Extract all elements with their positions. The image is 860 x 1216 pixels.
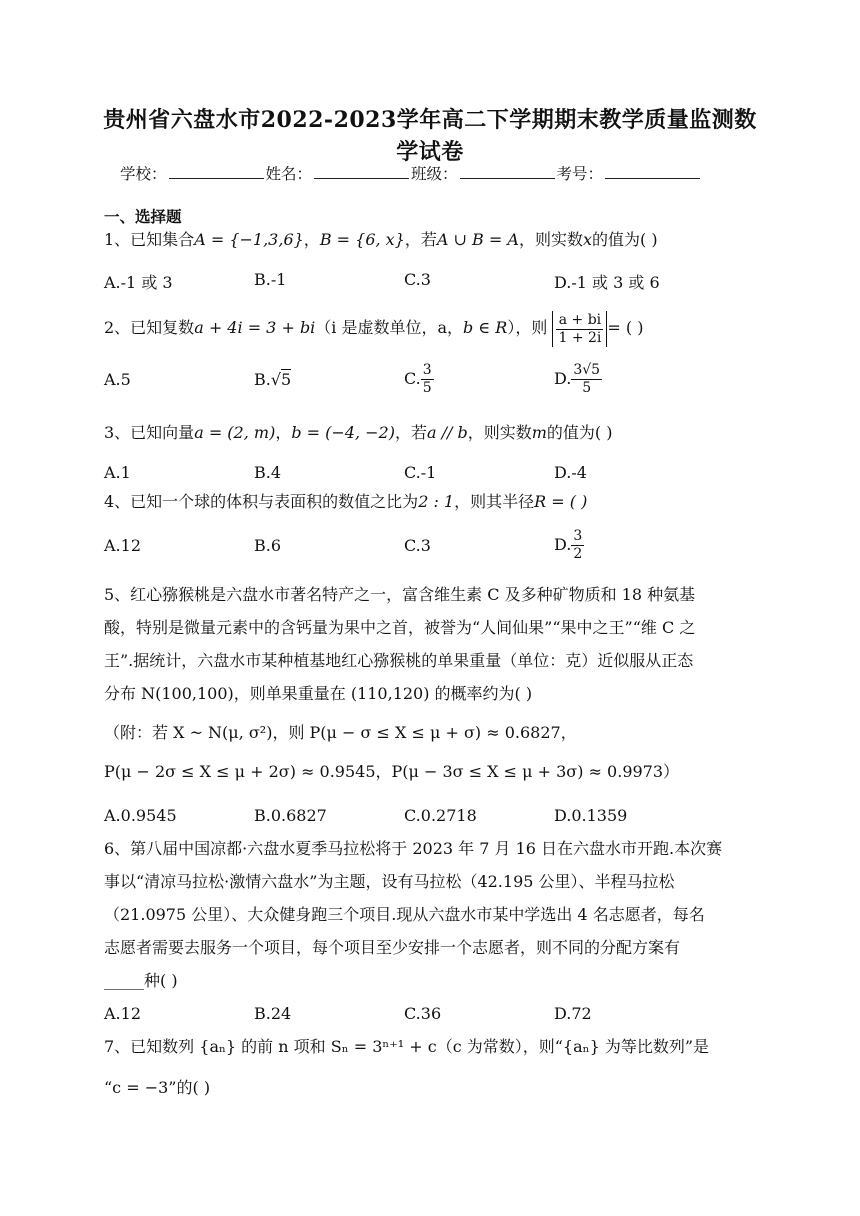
q2-in-r: b ∈ R	[463, 318, 508, 337]
q5-line-4: 分布 N(100,100)，则单果重量在 (110,120) 的概率约为( )	[104, 684, 533, 703]
name-blank	[314, 164, 409, 179]
q2-denominator: 1 + 2i	[558, 329, 602, 346]
q2-option-b[interactable]: B.√5	[254, 370, 292, 389]
question-5	[104, 578, 766, 788]
q2-option-a[interactable]: A.5	[104, 370, 131, 389]
q3-option-c[interactable]: C.-1	[404, 463, 437, 482]
q6-line-2: 事以“清凉马拉松·激情六盘水”为主题，设有马拉松（42.195 公里）、半程马拉松	[104, 872, 675, 891]
student-info-row	[120, 162, 702, 184]
q3-option-a[interactable]: A.1	[104, 463, 131, 482]
q3-option-b[interactable]: B.4	[254, 463, 282, 482]
question-6	[104, 832, 766, 997]
q2-options	[104, 362, 764, 406]
q5-option-c[interactable]: C.0.2718	[404, 806, 477, 825]
q1-end: 的值为( )	[591, 230, 658, 249]
q4-option-d-num: 3	[573, 528, 583, 544]
q4-option-a[interactable]: A.12	[104, 536, 141, 555]
q3-option-d[interactable]: D.-4	[554, 463, 587, 482]
q6-option-b[interactable]: B.24	[254, 1004, 292, 1023]
q5-line-6: P(μ − 2σ ≤ X ≤ μ + 2σ) ≈ 0.9545，P(μ − 3σ ≤ X ≤ μ + 3σ) ≈ 0.9973）	[104, 762, 680, 781]
q1-option-c[interactable]: C.3	[404, 270, 431, 289]
q4-option-d[interactable]	[554, 528, 584, 563]
name-label: 姓名：	[265, 165, 313, 183]
q2-option-c-label: C.	[404, 369, 421, 388]
q5-option-d[interactable]: D.0.1359	[554, 806, 628, 825]
q2-equation: a + 4i = 3 + bi	[194, 318, 316, 337]
q5-option-b[interactable]: B.0.6827	[254, 806, 327, 825]
q2-option-c-num: 3	[422, 362, 432, 378]
q3-vector-a: a = (2, m)	[194, 423, 276, 442]
q2-abs-fraction	[552, 311, 607, 347]
q5-line-3: 王”.据统计，六盘水市某种植基地红心猕猴桃的单果重量（单位：克）近似服从正态	[104, 651, 694, 670]
q6-option-d[interactable]: D.72	[554, 1004, 592, 1023]
q2-option-c-den: 5	[422, 380, 432, 396]
q1-mid: ，若	[404, 230, 437, 249]
q6-option-a[interactable]: A.12	[104, 1004, 141, 1023]
q1-condition: A ∪ B = A	[436, 230, 519, 249]
q3-vector-b: b = (−4, −2)	[291, 423, 395, 442]
q5-line-1: 5、红心猕猴桃是六盘水市著名特产之一，富含维生素 C 及多种矿物质和 18 种氨基	[104, 585, 696, 604]
class-blank	[460, 164, 555, 179]
q1-set-b: B = {6, x}	[319, 230, 405, 249]
q5-option-a[interactable]: A.0.9545	[104, 806, 177, 825]
q2-stem: 2、已知复数	[104, 318, 195, 337]
q1-option-a[interactable]: A.-1 或 3	[104, 273, 173, 292]
question-3	[104, 423, 764, 443]
q2-option-c[interactable]	[404, 362, 434, 397]
q2-tail: ），则	[507, 318, 548, 337]
class-label: 班级：	[411, 165, 458, 183]
q2-option-d-label: D.	[554, 369, 572, 388]
q5-line-5: （附：若 X ~ N(μ, σ²)，则 P(μ − σ ≤ X ≤ μ + σ) ≈ 0.6827，	[104, 723, 577, 742]
q4-option-d-den: 2	[573, 546, 583, 562]
number-label: 考号：	[556, 165, 604, 183]
q2-option-d[interactable]	[554, 362, 602, 397]
question-7	[104, 1030, 766, 1104]
q7-line-1: 7、已知数列 {aₙ} 的前 n 项和 Sₙ = 3ⁿ⁺¹ + c（c 为常数），则“{aₙ} 为等比数列”是	[104, 1037, 710, 1056]
question-1	[104, 230, 764, 250]
q3-stem: 3、已知向量	[104, 423, 195, 442]
q3-mid: ，若	[394, 423, 427, 442]
q4-var: R = ( )	[534, 492, 588, 511]
section-heading: 一、选择题	[104, 207, 182, 226]
q2-option-b-radicand: 5	[281, 370, 292, 389]
q1-tail: ，则实数	[518, 230, 583, 249]
school-blank	[169, 164, 264, 179]
q3-var: m	[531, 423, 547, 442]
q3-condition: a // b	[427, 423, 468, 442]
q1-option-d[interactable]: D.-1 或 3 或 6	[554, 273, 660, 292]
q2-option-b-label: B.	[254, 370, 271, 389]
q4-options	[104, 528, 764, 572]
q4-option-c[interactable]: C.3	[404, 536, 431, 555]
q6-line-4: 志愿者需要去服务一个项目，每个项目至少安排一个志愿者，则不同的分配方案有	[104, 938, 681, 957]
q2-option-d-num: 3√5	[573, 362, 601, 378]
q1-var: x	[582, 230, 592, 249]
school-label: 学校：	[120, 165, 167, 183]
q5-line-2: 酸，特别是微量元素中的含钙量为果中之首，被誉为“人间仙果”“果中之王”“维 C 之	[104, 618, 696, 637]
q4-stem: 4、已知一个球的体积与表面积的数值之比为	[104, 492, 419, 511]
page-title: 贵州省六盘水市2022-2023学年高二下学期期末教学质量监测数学试卷	[103, 107, 757, 165]
question-4	[104, 492, 764, 512]
q2-note: （i 是虚数单位，a，	[315, 318, 464, 337]
q4-tail: ，则其半径	[454, 492, 535, 511]
q2-end: = ( )	[607, 318, 644, 337]
q3-sep: ，	[275, 423, 292, 442]
q4-option-b[interactable]: B.6	[254, 536, 282, 555]
q1-stem: 1、已知集合	[104, 230, 195, 249]
q4-ratio: 2 : 1	[418, 492, 455, 511]
q3-end: 的值为( )	[546, 423, 613, 442]
q6-option-c[interactable]: C.36	[404, 1004, 442, 1023]
question-2	[104, 310, 764, 347]
q2-numerator: a + bi	[556, 312, 603, 330]
q3-tail: ，则实数	[467, 423, 532, 442]
q2-option-d-den: 5	[582, 380, 592, 396]
number-blank	[605, 164, 700, 179]
q1-option-b[interactable]: B.-1	[254, 270, 287, 289]
q6-line-3: （21.0975 公里）、大众健身跑三个项目.现从六盘水市某中学选出 4 名志愿者，每名	[104, 905, 705, 924]
q7-line-2: “c = −3”的( )	[104, 1078, 211, 1097]
q1-sep: ，	[303, 230, 320, 249]
q4-option-d-label: D.	[554, 535, 572, 554]
q6-line-5: _____种( )	[104, 971, 178, 990]
q1-set-a: A = {−1,3,6}	[194, 230, 304, 249]
q6-line-1: 6、第八届中国凉都·六盘水夏季马拉松将于 2023 年 7 月 16 日在六盘水市开跑.本次赛	[104, 839, 723, 858]
